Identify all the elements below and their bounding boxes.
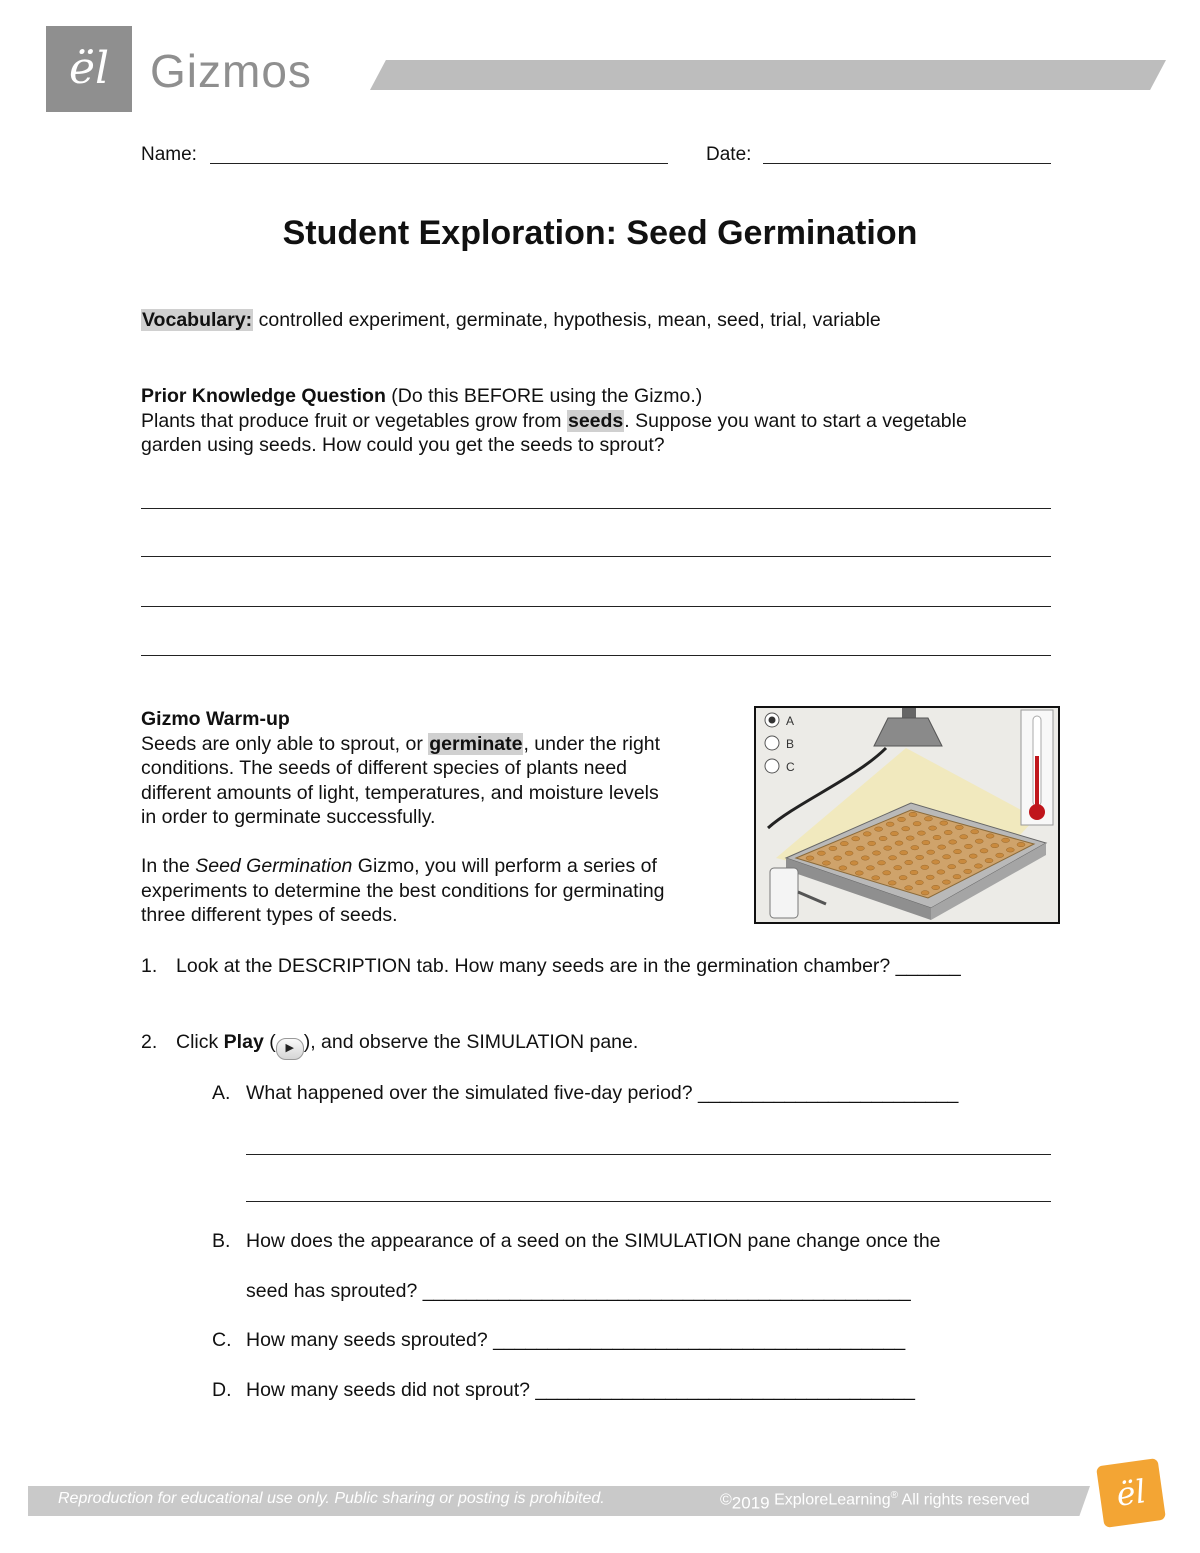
seed xyxy=(974,864,982,868)
seed xyxy=(806,856,814,860)
warmup-text: Seeds are only able to sprout, or xyxy=(141,732,429,755)
seed xyxy=(863,832,871,836)
seed xyxy=(852,837,860,841)
question-2c: How many seeds sprouted? ______________________________________ xyxy=(246,1329,906,1351)
question-2d-letter: D. xyxy=(212,1379,232,1401)
seed xyxy=(900,851,908,855)
seed xyxy=(1002,838,1010,842)
question-2 xyxy=(176,1031,638,1060)
seed xyxy=(917,831,925,835)
warmup-text: Gizmo, you will perform a series of xyxy=(352,855,657,877)
prior-text-after: . Suppose you want to start a vegetable xyxy=(624,409,967,432)
prior-text-line2: garden using seeds. How could you get the seeds to sprout? xyxy=(141,434,665,456)
answer-line[interactable] xyxy=(141,606,1051,607)
seed xyxy=(916,855,924,859)
seed xyxy=(895,841,903,845)
seed xyxy=(829,846,837,850)
warmup-text: In the xyxy=(141,855,196,877)
gizmo-name: Seed Germination xyxy=(195,855,353,877)
simulation-image xyxy=(754,706,1060,924)
seed xyxy=(924,817,932,821)
seed xyxy=(905,886,913,890)
answer-line[interactable] xyxy=(141,556,1051,557)
seed xyxy=(953,875,961,879)
seed xyxy=(894,866,902,870)
seed xyxy=(986,834,994,838)
seed xyxy=(878,861,886,865)
seed xyxy=(971,830,979,834)
seed xyxy=(980,849,988,853)
seed xyxy=(948,865,956,869)
seed xyxy=(866,866,874,870)
warmup-heading: Gizmo Warm-up xyxy=(141,708,290,730)
seed xyxy=(954,849,962,853)
seed xyxy=(868,841,876,845)
vocab-germinate: germinate xyxy=(429,732,523,755)
play-label: Play xyxy=(223,1031,264,1053)
seed xyxy=(886,822,894,826)
seed xyxy=(1017,842,1025,846)
seed xyxy=(817,851,825,855)
seed xyxy=(949,840,957,844)
prior-text: Plants that produce fruit or vegetables grow from xyxy=(141,409,567,432)
q2-text: ( xyxy=(263,1031,276,1053)
answer-line[interactable] xyxy=(141,655,1051,656)
seed xyxy=(959,859,967,863)
seed xyxy=(969,854,977,858)
footer-logo-mark: ël xyxy=(1113,1472,1149,1514)
seed xyxy=(964,869,972,873)
seed xyxy=(906,836,914,840)
q2-text: ), and observe the SIMULATION pane. xyxy=(303,1031,639,1053)
seed xyxy=(902,827,910,831)
seed xyxy=(964,844,972,848)
rights-text: All rights reserved xyxy=(901,1491,1030,1509)
seed xyxy=(940,821,948,825)
seed xyxy=(839,866,847,870)
answer-line[interactable] xyxy=(246,1201,1051,1202)
vocab-seeds: seeds xyxy=(567,409,624,432)
seed xyxy=(960,835,968,839)
option-c-label: C xyxy=(786,760,795,774)
question-2a: What happened over the simulated five-day period? ________________________ xyxy=(246,1082,959,1104)
question-2b-letter: B. xyxy=(212,1230,231,1252)
thermometer-icon xyxy=(1021,710,1053,825)
seed xyxy=(909,812,917,816)
seed xyxy=(899,876,907,880)
seed xyxy=(845,851,853,855)
warmup-text: in order to germinate successfully. xyxy=(141,806,436,828)
seed xyxy=(855,871,863,875)
date-field[interactable] xyxy=(763,163,1051,164)
seed xyxy=(822,861,830,865)
seed xyxy=(873,851,881,855)
play-icon: ▶ xyxy=(276,1038,304,1060)
seed xyxy=(883,871,891,875)
seed xyxy=(933,835,941,839)
question-1: Look at the DESCRIPTION tab. How many seeds are in the germination chamber? ______ xyxy=(176,955,961,977)
copyright-symbol: © xyxy=(720,1491,732,1509)
seed xyxy=(889,856,897,860)
germination-chamber-illustration xyxy=(756,708,1058,922)
header-bar xyxy=(370,60,1166,90)
name-field[interactable] xyxy=(210,163,668,164)
seed xyxy=(996,853,1004,857)
seed xyxy=(905,860,913,864)
name-label: Name: xyxy=(141,144,197,165)
seed xyxy=(856,846,864,850)
option-a-label: A xyxy=(786,714,795,728)
seed xyxy=(872,876,880,880)
seed xyxy=(913,822,921,826)
seed xyxy=(1006,848,1014,852)
footer-disclaimer: Reproduction for educational use only. Public sharing or posting is prohibited. xyxy=(58,1490,605,1507)
question-1-number: 1. xyxy=(141,955,158,977)
seed xyxy=(929,826,937,830)
seed xyxy=(834,856,842,860)
vocabulary xyxy=(141,308,881,333)
warmup xyxy=(141,707,741,928)
seed xyxy=(944,830,952,834)
question-2b: How does the appearance of a seed on the SIMULATION pane change once the xyxy=(246,1230,941,1252)
seed xyxy=(888,881,896,885)
seed xyxy=(937,870,945,874)
vocabulary-terms: controlled experiment, germinate, hypothesis, mean, seed, trial, variable xyxy=(258,309,881,331)
seed xyxy=(915,880,923,884)
seed xyxy=(921,891,929,895)
seed xyxy=(879,836,887,840)
seed xyxy=(927,850,935,854)
warmup-text: experiments to determine the best conditions for germinating xyxy=(141,879,665,902)
radio-b[interactable] xyxy=(765,736,779,750)
seed xyxy=(921,865,929,869)
seed xyxy=(985,858,993,862)
footer-logo xyxy=(1096,1458,1166,1528)
q2-text: Click xyxy=(176,1031,224,1053)
seed xyxy=(884,846,892,850)
seed xyxy=(898,817,906,821)
question-2c-letter: C. xyxy=(212,1329,232,1351)
seed xyxy=(890,831,898,835)
date-label: Date: xyxy=(706,144,752,165)
seed xyxy=(938,845,946,849)
seed xyxy=(861,856,869,860)
seed xyxy=(850,861,858,865)
answer-line[interactable] xyxy=(246,1154,1051,1155)
page-title: Student Exploration: Seed Germination xyxy=(282,214,918,252)
seed xyxy=(942,880,950,884)
seed xyxy=(911,846,919,850)
company-name: ExploreLearning xyxy=(774,1491,891,1509)
question-2d: How many seeds did not sprout? ___________________________________ xyxy=(246,1379,915,1401)
brand-name: Gizmos xyxy=(150,45,312,97)
seed xyxy=(932,885,940,889)
prior-knowledge xyxy=(141,384,1061,458)
seed xyxy=(955,825,963,829)
seed xyxy=(926,875,934,879)
prior-knowledge-heading: Prior Knowledge Question xyxy=(141,385,386,407)
warmup-text: , under the right xyxy=(523,732,661,755)
seed xyxy=(922,840,930,844)
seed xyxy=(932,860,940,864)
warmup-text: different amounts of light, temperatures, and moisture levels xyxy=(141,781,659,804)
gizmos-logo xyxy=(46,26,132,112)
radio-c[interactable] xyxy=(765,759,779,773)
footer-copyright xyxy=(720,1490,1030,1513)
copyright-year: 2019 xyxy=(731,1493,770,1513)
seed xyxy=(943,855,951,859)
vocabulary-label: Vocabulary: xyxy=(142,309,253,331)
question-2-number: 2. xyxy=(141,1031,158,1053)
seed xyxy=(991,843,999,847)
seed xyxy=(840,841,848,845)
warmup-text: three different types of seeds. xyxy=(141,904,398,926)
answer-line[interactable] xyxy=(141,508,1051,509)
seed xyxy=(875,827,883,831)
prior-knowledge-instruction: (Do this BEFORE using the Gizmo.) xyxy=(391,385,703,407)
logo-mark: ël xyxy=(68,43,110,94)
seed xyxy=(975,839,983,843)
question-2a-letter: A. xyxy=(212,1082,231,1104)
warmup-text: conditions. The seeds of different species of plants need xyxy=(141,757,628,779)
question-2b-cont: seed has sprouted? _____________________________________________ xyxy=(246,1280,911,1302)
seed xyxy=(910,870,918,874)
option-b-label: B xyxy=(786,737,795,751)
registered-mark: ® xyxy=(890,1490,898,1501)
